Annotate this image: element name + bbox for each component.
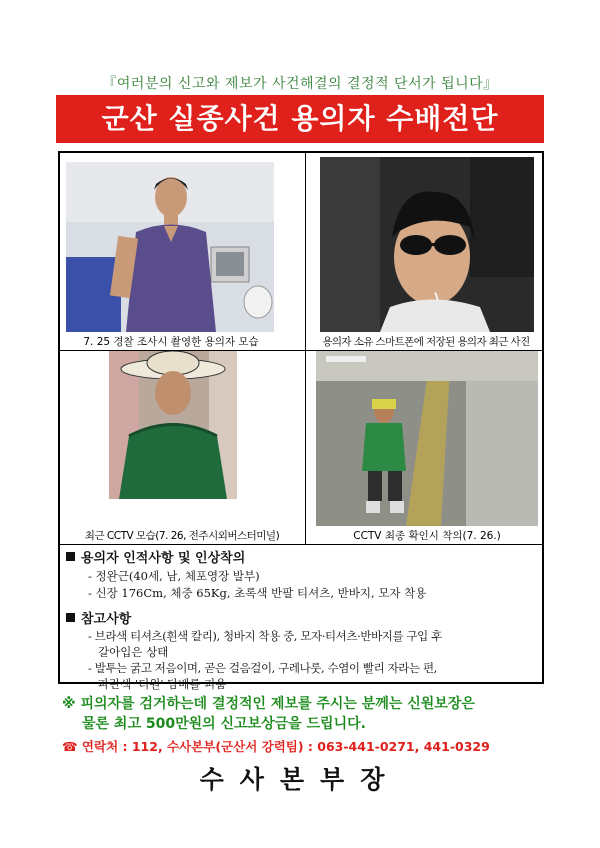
banner-title: 군산 실종사건 용의자 수배전단: [56, 95, 544, 143]
photo1-caption: 7. 25 경찰 조사시 촬영한 용의자 모습: [83, 336, 259, 348]
contact-info: ☎ 연락처 : 112, 수사본부(군산서 강력팀) : 063-441-0271, 441-0329: [62, 739, 490, 754]
photo2-caption: 용의자 소유 스마트폰에 저장된 용의자 최근 사진: [322, 336, 530, 348]
section1-line1: - 정완근(40세, 남, 체포영장 발부): [88, 569, 260, 583]
bullet-square-icon: [66, 552, 75, 561]
photo4-caption: CCTV 최종 확인시 착의(7. 26.): [353, 530, 501, 542]
section2-title: [66, 608, 131, 627]
photo-cctv-last-seen: [316, 351, 538, 526]
section1-title-text: 용의자 인적사항 및 인상착의: [81, 551, 246, 566]
reward-line2: 물론 최고 500만원의 신고보상금을 드립니다.: [82, 716, 366, 732]
divider-bottom-captions: [60, 544, 542, 545]
photo-police-interview: [66, 162, 274, 332]
photo-cctv-terminal: [109, 351, 237, 499]
section1-line2: - 신장 176Cm, 체중 65Kg, 초록색 반팔 티셔츠, 반바지, 모자 착용: [88, 586, 427, 600]
section2-title-text: 참고사항: [81, 612, 132, 627]
divider-top-captions: [60, 350, 542, 351]
slogan: 『여러분의 신고와 제보가 사건해결의 결정적 단서가 됩니다』: [102, 76, 498, 92]
photo-smartphone-selfie: [320, 157, 534, 332]
section2-line2b: 파란색 '더원' 담배를 피움: [98, 677, 227, 691]
section2-line1: - 브라색 티셔츠(흰색 칼리), 청바지 착용 중, 모자·티셔츠·반바지를 구입 후: [88, 629, 442, 643]
section2-line2: - 발투는 굵고 저음이며, 곧은 걸음걸이, 구레나룻, 수염이 빨리 자라는 편,: [88, 661, 437, 675]
headquarters-signature: 수사본부장: [199, 765, 401, 794]
section2-line1b: 갈아입은 상태: [98, 645, 169, 659]
bullet-square-icon: [66, 613, 75, 622]
reward-line1: ※ 피의자를 검거하는데 결정적인 제보를 주시는 분께는 신원보장은: [62, 696, 475, 712]
divider-center: [305, 153, 306, 544]
section1-title: [66, 547, 245, 566]
photo3-caption: 최근 CCTV 모습(7. 26, 전주시외버스터미널): [84, 530, 280, 542]
